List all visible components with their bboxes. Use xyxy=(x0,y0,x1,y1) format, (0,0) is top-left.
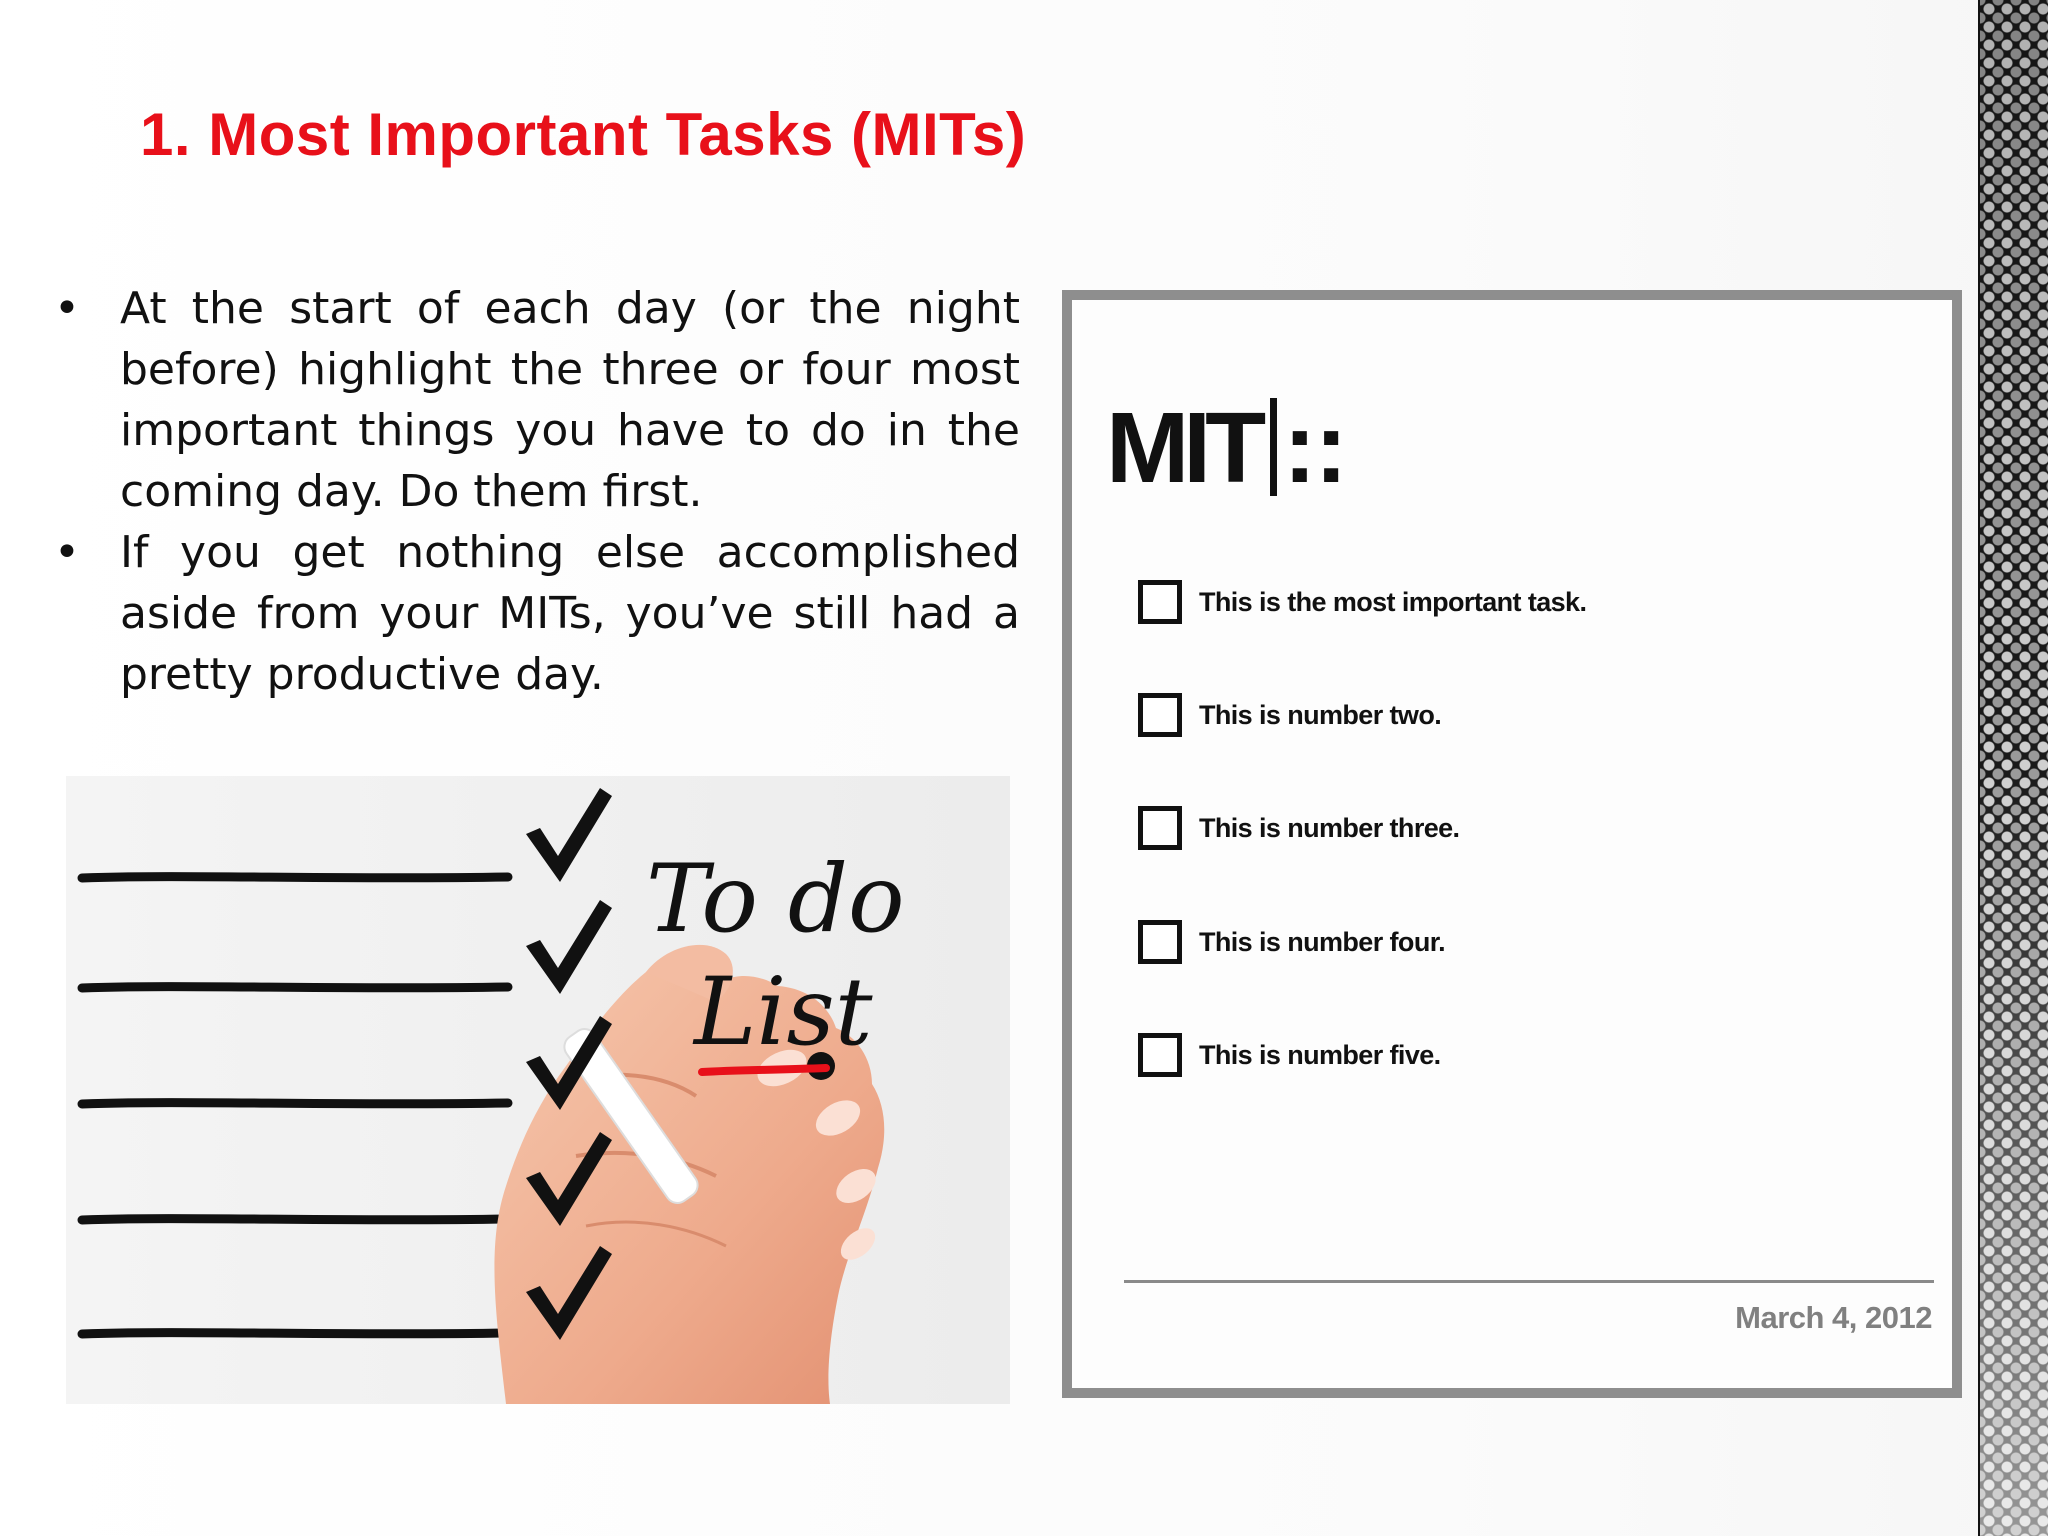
task-item xyxy=(1138,580,1586,624)
bullet-dot-icon: • xyxy=(54,283,80,334)
todo-heading-line2: List xyxy=(694,958,873,1067)
mit-logo-text: MIT xyxy=(1106,392,1261,504)
task-label: This is the most important task. xyxy=(1199,586,1587,617)
bullet-item xyxy=(48,522,1020,705)
text-cursor-icon xyxy=(1270,398,1277,496)
task-label: This is number four. xyxy=(1199,926,1446,957)
checkbox-icon xyxy=(1138,1033,1182,1077)
decorative-pattern-strip xyxy=(1980,0,2048,1536)
checkbox-icon xyxy=(1138,580,1182,624)
checkbox-icon xyxy=(1138,693,1182,737)
task-item xyxy=(1138,1033,1441,1077)
mit-logo-colons: :: xyxy=(1283,392,1346,504)
bullet-dot-icon: • xyxy=(54,527,80,578)
mit-document-frame xyxy=(1062,290,1962,1398)
task-label: This is number two. xyxy=(1199,699,1442,730)
todo-list-image xyxy=(66,776,1010,1404)
document-date: March 4, 2012 xyxy=(1735,1300,1932,1335)
todo-heading-line1: To do xyxy=(646,845,905,954)
mit-document xyxy=(1072,300,1952,1388)
task-label: This is number five. xyxy=(1199,1039,1441,1070)
bullet-text: If you get nothing else accomplished aside from your MITs, you’ve still had a pretty productive day. xyxy=(120,527,1020,700)
task-item xyxy=(1138,920,1445,964)
mit-logo xyxy=(1106,392,1346,504)
checkbox-icon xyxy=(1138,920,1182,964)
bullet-text: At the start of each day (or the night before) highlight the three or four most important things you have to do in the coming day. Do them first. xyxy=(120,283,1020,517)
task-item xyxy=(1138,693,1441,737)
checkbox-icon xyxy=(1138,806,1182,850)
slide-title: 1. Most Important Tasks (MITs) xyxy=(140,101,1027,168)
divider xyxy=(1124,1280,1934,1283)
bullet-item xyxy=(48,278,1020,522)
todo-illustration xyxy=(66,776,1010,1404)
task-item xyxy=(1138,806,1459,850)
task-label: This is number three. xyxy=(1199,812,1460,843)
bullet-list xyxy=(48,278,1020,705)
